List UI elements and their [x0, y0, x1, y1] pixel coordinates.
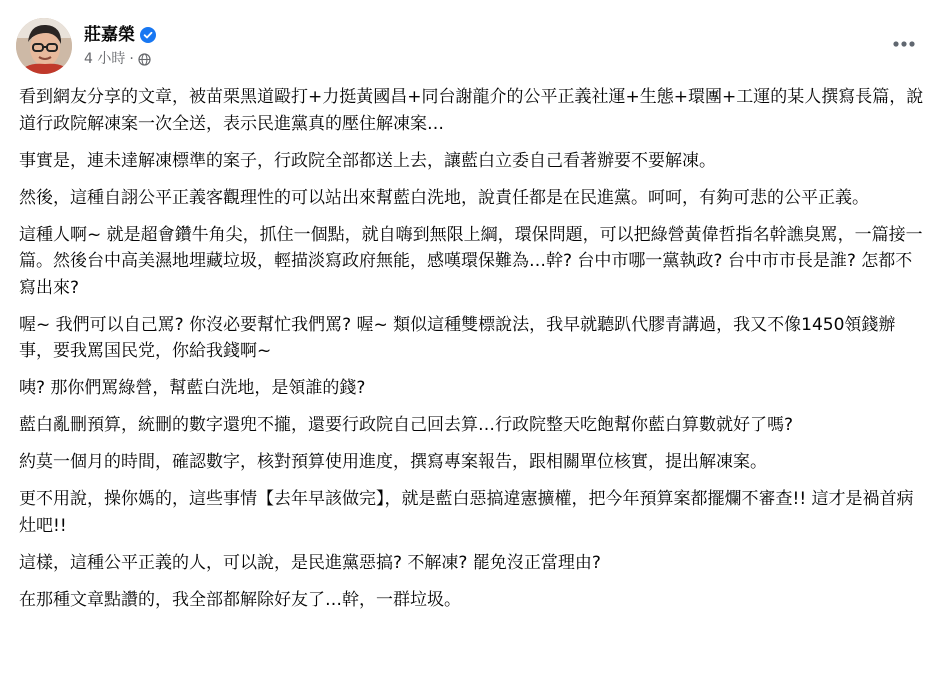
globe-icon: [138, 53, 151, 66]
post-paragraph: 這樣，這種公平正義的人，可以說，是民進黨惡搞? 不解凍? 罷免沒正當理由?: [19, 552, 601, 573]
post-timestamp[interactable]: 4 小時: [84, 51, 126, 67]
author-name[interactable]: 莊嘉榮: [84, 25, 135, 45]
post-paragraph: 在那種文章點讚的，我全部都解除好友了…幹，一群垃圾。: [19, 589, 461, 610]
post-paragraph: 這種人啊~ 就是超會鑽牛角尖，抓住一個點，就自嗨到無限上綱，環保問題，可以把綠營黃偉哲指名幹譙臭罵，一篇接一篇。然後台中高美濕地埋藏垃圾，輕描淡寫政府無能，感嘆環保難為…幹? 台中市哪一黨執政? 台中市市長是誰? 怎都不寫出來?: [19, 224, 923, 298]
post-body: [19, 84, 924, 624]
post-header: [16, 18, 156, 74]
avatar[interactable]: [16, 18, 72, 74]
post-paragraph: 藍白亂刪預算，統刪的數字還兜不攏，還要行政院自己回去算…行政院整天吃飽幫你藍白算數就好了嗎?: [19, 415, 794, 435]
more-options-button[interactable]: [886, 30, 922, 58]
post-meta: [84, 24, 156, 68]
more-options-icon: [892, 40, 916, 48]
post-paragraph: 然後，這種自詡公平正義客觀理性的可以站出來幫藍白洗地，說責任都是在民進黨。呵呵，有夠可悲的公平正義。: [19, 187, 869, 208]
avatar-portrait-icon: [16, 18, 72, 74]
post-subline: [84, 50, 156, 68]
post-paragraph: 喔~ 我們可以自己罵? 你沒必要幫忙我們罵? 喔~ 類似這種雙標說法，我早就聽趴代膠青講過，我又不像1450領錢辦事，要我罵国民党，你給我錢啊~: [19, 314, 896, 361]
post-paragraph: 更不用說，操你媽的，這些事情【去年早該做完】，就是藍白惡搞違憲擴權，把今年預算案都擺爛不審查!! 這才是禍首病灶吧!!: [19, 489, 914, 536]
post-paragraph: 事實是，連未達解凍標準的案子，行政院全部都送上去，讓藍白立委自己看著辦要不要解凍。: [19, 150, 716, 171]
separator-dot: ·: [129, 51, 134, 67]
name-row: [84, 24, 156, 46]
post-paragraph: 約莫一個月的時間，確認數字，核對預算使用進度，撰寫專案報告，跟相關單位核實，提出解凍案。: [19, 452, 767, 472]
post-paragraph: 咦? 那你們罵綠營，幫藍白洗地，是領誰的錢?: [19, 378, 366, 398]
post-paragraph: 看到網友分享的文章，被苗栗黑道毆打+力挺黃國昌+同台謝龍介的公平正義社運+生態+環團+工運的某人撰寫長篇，說道行政院解凍案一次全送，表示民進黨真的壓住解凍案…: [19, 87, 924, 134]
verified-badge-icon: [140, 27, 156, 43]
